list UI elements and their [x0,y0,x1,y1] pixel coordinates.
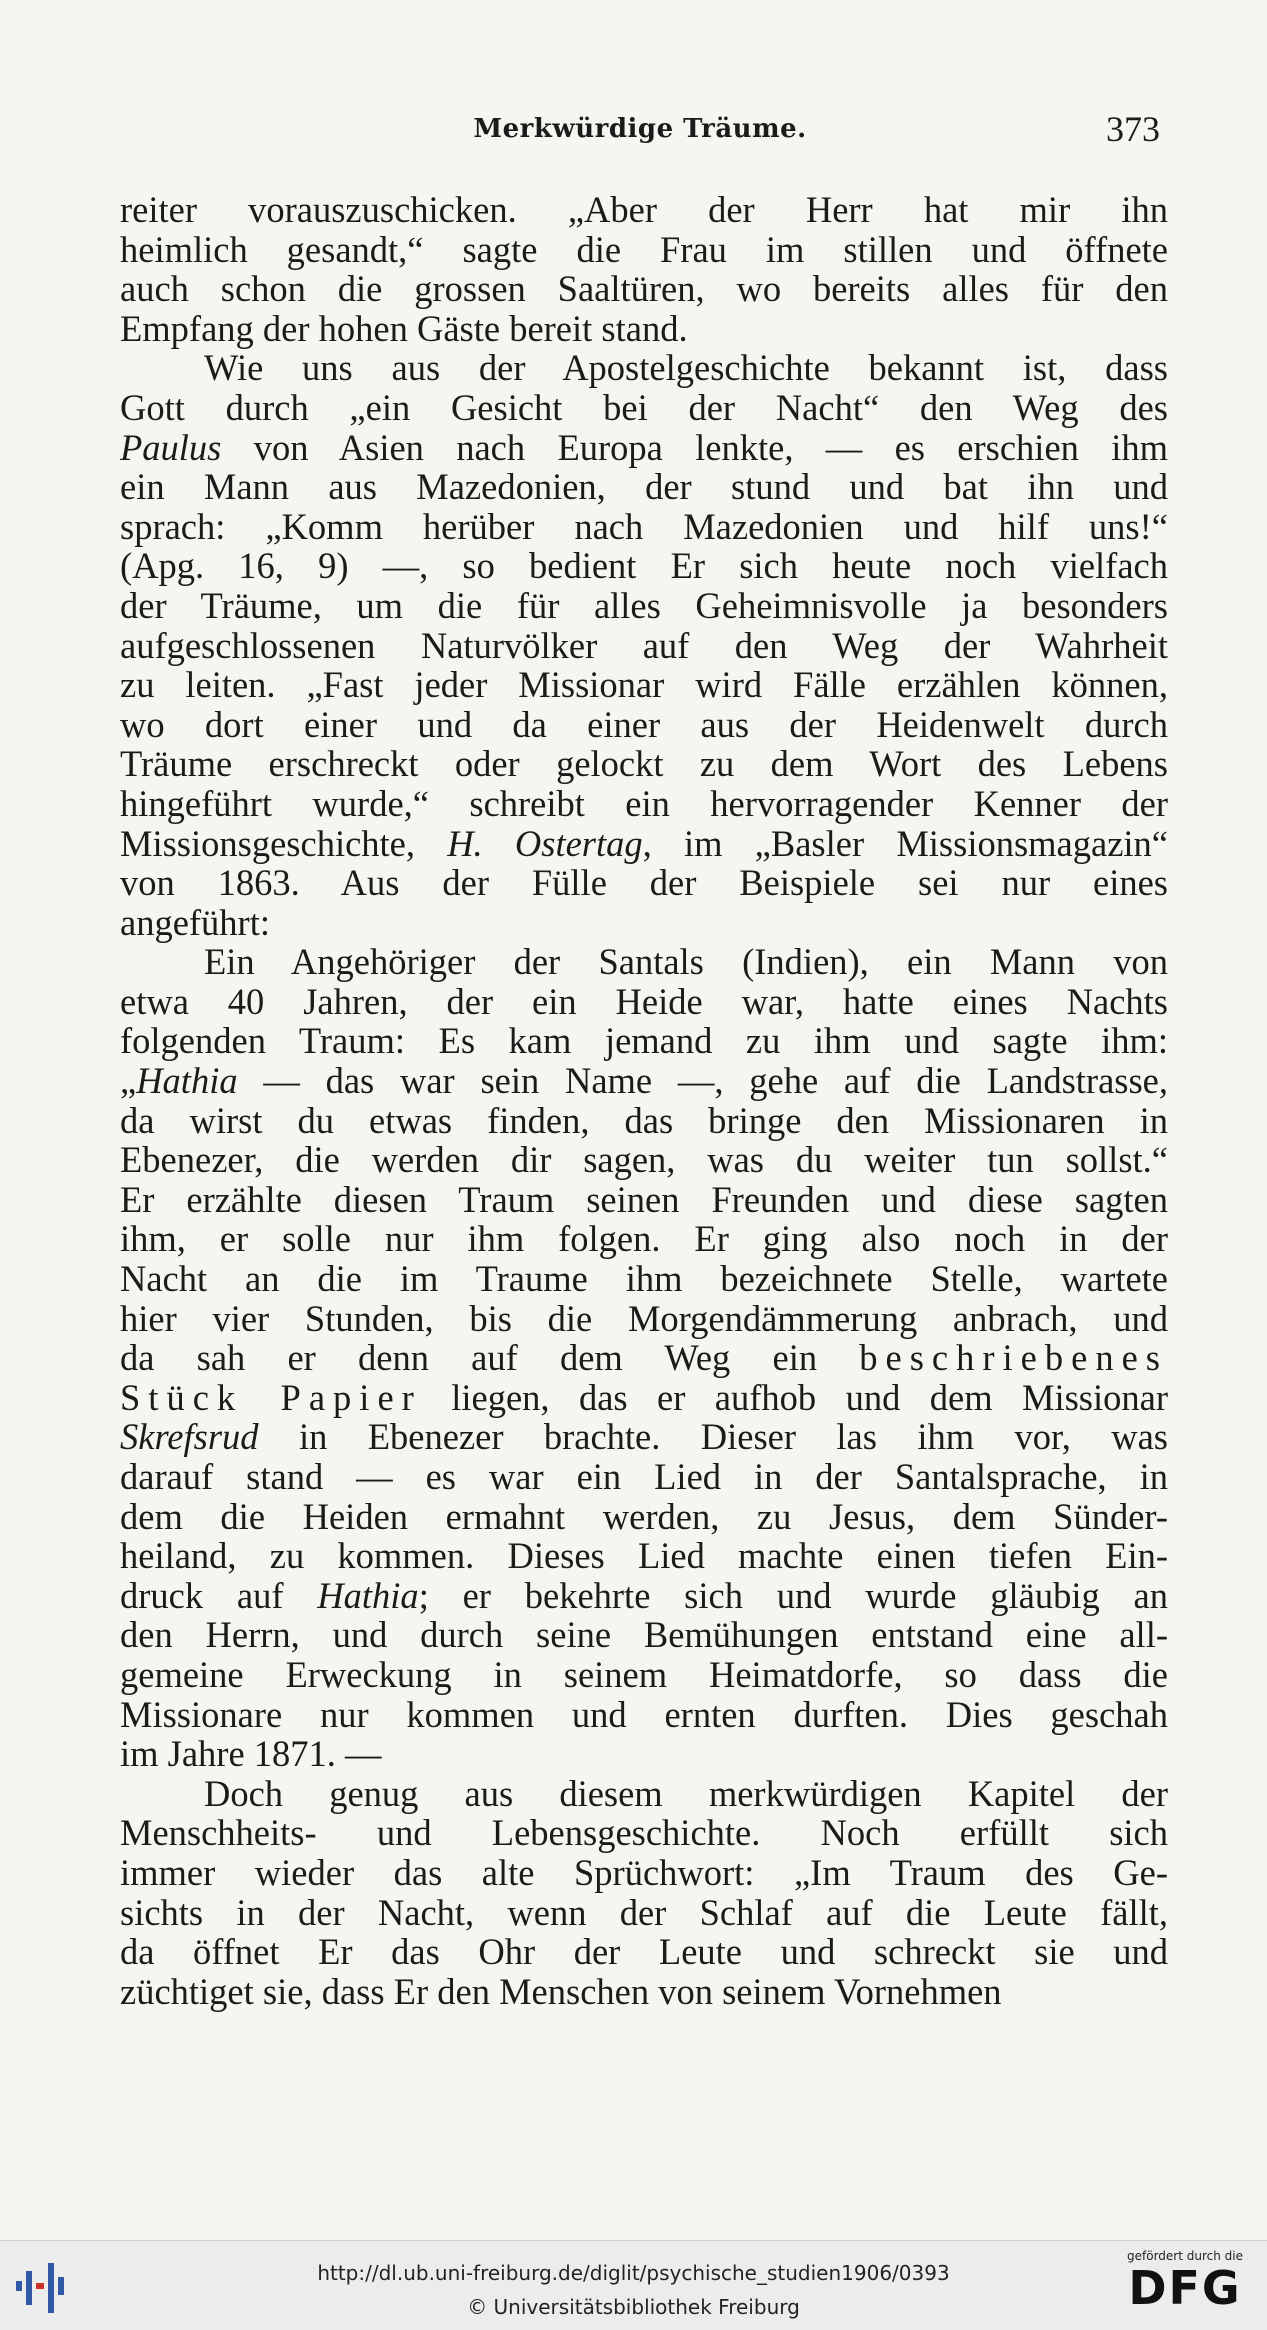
text-line: zu leiten. „Fast jeder Missionar wird Fälle erzählen können, [120,664,1168,706]
text-line: Gott durch „ein Gesicht bei der Nacht“ den Weg des [120,386,1168,428]
body-text [120,190,1168,2011]
text-line: gemeine Erweckung in seinem Heimatdorfe, so dass die [120,1653,1168,1695]
text-line: ein Mann aus Mazedonien, der stund und bat ihn und [120,466,1168,508]
text-line: aufgeschlossenen Naturvölker auf den Weg der Wahrheit [120,624,1168,666]
text-line: von 1863. Aus der Fülle der Beispiele sei nur eines [120,862,1168,904]
dfg-logo: DFG [1128,2261,1242,2315]
text-line: Wie uns aus der Apostelgeschichte bekannt ist, dass [204,347,1168,389]
text-line: wo dort einer und da einer aus der Heidenwelt durch [120,703,1168,745]
paragraph [120,942,1168,1773]
text-line: hingeführt wurde,“ schreibt ein hervorragender Kenner der [120,782,1168,824]
text-line: Ebenezer, die werden dir sagen, was du weiter tun sollst.“ [120,1139,1168,1181]
copyright-notice: © Universitätsbibliothek Freiburg [467,2295,800,2319]
text-line: züchtiget sie, dass Er den Menschen von seinem Vornehmen [120,1970,1002,2012]
text-line: der Träume, um die für alles Geheimnisvolle ja besonders [120,584,1168,626]
text-line: auch schon die grossen Saaltüren, wo bereits alles für den [120,268,1168,310]
paragraph [120,348,1168,942]
text-line: etwa 40 Jahren, der ein Heide war, hatte eines Nachts [120,980,1168,1022]
text-line: druck auf Hathia; er bekehrte sich und wurde gläubig an [120,1574,1168,1616]
text-line: Empfang der hohen Gäste bereit stand. [120,307,688,349]
text-line: darauf stand — es war ein Lied in der Santalsprache, in [120,1456,1168,1497]
permalink-url[interactable]: http://dl.ub.uni-freiburg.de/diglit/psychische_studien1906/0393 [317,2261,950,2285]
text-line: folgenden Traum: Es kam jemand zu ihm und sagte ihm: [120,1020,1168,1062]
text-line: Nacht an die im Traume ihm bezeichnete Stelle, wartete [120,1258,1168,1300]
text-line: Ein Angehöriger der Santals (Indien), ein Mann von [204,941,1168,983]
text-line: Skrefsrud in Ebenezer brachte. Dieser las ihm vor, was [120,1416,1168,1458]
page-number: 373 [1106,109,1160,149]
text-line: angeführt: [120,901,270,943]
text-line: Menschheits- und Lebensgeschichte. Noch erfüllt sich [120,1812,1168,1854]
running-head [120,108,1160,156]
text-line: (Apg. 16, 9) —, so bedient Er sich heute noch vielfach [120,545,1168,587]
paragraph [120,190,1168,348]
text-line: Missionsgeschichte, H. Ostertag, im „Basler Missionsmagazin“ [120,822,1168,864]
text-line: hier vier Stunden, bis die Morgendämmerung anbrach, und [120,1297,1168,1339]
text-line: sichts in der Nacht, wenn der Schlaf auf die Leute fällt, [120,1891,1168,1933]
text-line: da öffnet Er das Ohr der Leute und schreckt sie und [120,1931,1168,1973]
running-title: Merkwürdige Träume. [473,114,807,144]
text-line: sprach: „Komm herüber nach Mazedonien und hilf uns!“ [120,505,1168,547]
text-line: Missionare nur kommen und ernten durften. Dies geschah [120,1693,1168,1735]
text-line: Träume erschreckt oder gelockt zu dem Wort des Lebens [120,743,1168,785]
dfg-caption: gefördert durch die [1127,2249,1243,2263]
text-line: dem die Heiden ermahnt werden, zu Jesus, dem Sünder- [120,1495,1168,1537]
text-line: heimlich gesandt,“ sagte die Frau im stillen und öffnete [120,228,1168,270]
text-line: Doch genug aus diesem merkwürdigen Kapitel der [204,1772,1168,1814]
text-line: im Jahre 1871. — [120,1733,382,1775]
text-line: immer wieder das alte Sprüchwort: „Im Traum des Ge- [120,1851,1168,1893]
text-line: da wirst du etwas finden, das bringe den Missionaren in [120,1099,1168,1141]
text-line: heiland, zu kommen. Dieses Lied machte einen tiefen Ein- [120,1535,1168,1577]
text-line: „Hathia — das war sein Name —, gehe auf die Landstrasse, [120,1060,1168,1102]
dfg-funding-badge[interactable] [1115,2249,1255,2325]
text-line: Er erzählte diesen Traum seinen Freunden und diese sagten [120,1178,1168,1220]
text-line: ihm, er solle nur ihm folgen. Er ging also noch in der [120,1218,1168,1260]
text-line: Paulus von Asien nach Europa lenkte, — es erschien ihm [120,426,1168,468]
paragraph [120,1774,1168,2012]
text-line: Stück Papier liegen, das er aufhob und dem Missionar [120,1376,1169,1418]
text-line: den Herrn, und durch seine Bemühungen entstand eine all- [120,1614,1168,1656]
text-line: da sah er denn auf dem Weg ein beschriebenes [120,1337,1168,1379]
viewer-footer [0,2241,1267,2330]
text-line: reiter vorauszuschicken. „Aber der Herr hat mir ihn [120,189,1168,230]
